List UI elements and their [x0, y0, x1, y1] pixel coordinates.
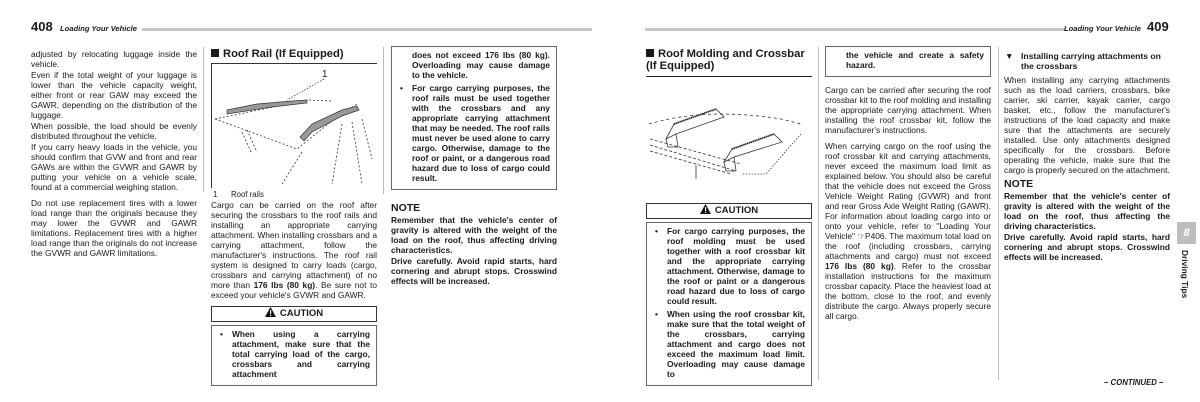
bullet-icon: • — [655, 226, 658, 236]
caution-body-continued — [391, 46, 557, 190]
text: For cargo carrying purposes, the roof molding must be used together with a roof crossbar kit and the appropriate carrying attachment. Otherwise, damage to the roof or paint or a dangerous road hazard due to loss of cargo could result. — [667, 226, 805, 306]
text: Installing carrying attachments on the crossbars — [1021, 51, 1161, 71]
chapter-tab-label: Driving Tips — [1180, 250, 1190, 299]
caution-item — [653, 309, 805, 379]
column-divider — [998, 47, 999, 380]
text: When carrying cargo on the roof using the roof crossbar kit and carrying attachments, never exceed the maximum load limit as explained below. You should also be careful that the vehicle does not exceed the Gross Vehicle Weight Rating (GVWR) and front and rear Gross Axle Weight Rating (GAWR). For information about loading cargo into or onto your vehicle, refer to "Loading Your Vehicle" ☞P406. The maximum total load on the roof (including crossbars, carrying attachments and cargo) must not exceed — [825, 141, 991, 261]
bullet-icon: • — [220, 329, 223, 339]
text: . Be sure not to exceed your vehicle's GVWR and GAWR. — [211, 280, 377, 300]
heading-text: Roof Rail (If Equipped) — [223, 48, 344, 60]
bullet-icon: • — [655, 309, 658, 319]
caution-item: does not exceed 176 lbs (80 kg). Overloading may cause damage to the vehicle. — [412, 50, 550, 80]
note-paragraph: Drive carefully. Avoid rapid starts, hard cornering and abrupt stops. Crosswind effects will be increased. — [1004, 232, 1170, 262]
caption-text: Roof rails — [231, 190, 264, 199]
caution-item — [218, 329, 370, 379]
paragraph — [825, 141, 991, 321]
column-3 — [391, 46, 557, 287]
text: . Refer to the crossbar installation instructions for the maximum crossbar capacity. Place the heaviest load at the bottom, close to the roof, and evenly distribute the cargo. Always properly secure all cargo. — [825, 261, 991, 321]
down-triangle-icon: ▼ — [1005, 51, 1014, 61]
running-header-right: Loading Your Vehicle — [1064, 24, 1141, 33]
load-limit: 176 lbs (80 kg) — [825, 261, 894, 271]
caption-number: 1 — [213, 190, 218, 199]
section-heading-roof-rail — [211, 48, 377, 60]
caution-body — [646, 222, 812, 386]
note-heading: NOTE — [1004, 178, 1034, 190]
warning-triangle-icon — [265, 307, 276, 317]
running-header-left: Loading Your Vehicle — [60, 24, 137, 33]
warning-triangle-icon — [700, 204, 711, 214]
text: When using a carrying attachment, make sure that the total carrying load of the cargo, crossbars and carrying attachment — [232, 329, 370, 379]
chapter-tab[interactable]: 8 — [1177, 222, 1196, 244]
text: When using the roof crossbar kit, make sure that the total weight of the crossbars, carrying attachment and cargo does not exceed the maximum load limit. Overloading may cause damage to — [667, 309, 805, 379]
caution-header — [646, 203, 812, 219]
paragraph: Do not use replacement tires with a lower load range than the originals because they may lower the GVWR and GAWR limitations. Replacement tires with a higher load range than the originals do not increase the GVWR and GAWR limitations. — [31, 198, 197, 258]
column-1 — [31, 49, 197, 259]
paragraph: Even if the total weight of your luggage is lower than the vehicle capacity weight, either front or rear GAW may exceed the GAWR, depending on the distribution of the luggage. — [31, 70, 197, 120]
caution-header — [211, 306, 377, 322]
note-paragraph: Remember that the vehicle's center of gravity is altered with the weight of the load on the roof, thus affecting driving characteristics. — [391, 215, 557, 255]
caution-body — [211, 325, 377, 386]
section-heading-roof-molding — [646, 48, 812, 77]
note-paragraph: Remember that the vehicle's center of gravity is altered with the weight of the load on the roof, thus affecting the driving characteristics. — [1004, 191, 1170, 231]
text: For cargo carrying purposes, the roof rails must be used together with the crossbars and any appropriate carrying attachment that may be needed. The roof rails must never be used alone to carry cargo. Otherwise, damage to the roof or paint, or a dangerous road hazard due to loss of cargo could result. — [412, 83, 550, 183]
figure-caption — [211, 190, 377, 200]
roof-rail-figure — [211, 63, 377, 188]
header-rule-left — [142, 28, 592, 31]
paragraph: Cargo can be carried after securing the roof crossbar kit to the roof molding and installing the appropriate carrying attachment. When installing the roof crossbar kit, follow the manufacturer's instructions. — [825, 85, 991, 135]
page-number-left: 408 — [31, 19, 53, 34]
column-6 — [1004, 51, 1170, 263]
continued-marker: – CONTINUED – — [1104, 378, 1164, 387]
note-paragraph: Drive carefully. Avoid rapid starts, hard cornering and abrupt stops. Crosswind effects will be increased. — [391, 256, 557, 286]
bullet-icon: • — [400, 83, 403, 93]
subsection-heading — [1004, 51, 1170, 71]
note-heading: NOTE — [391, 202, 421, 214]
column-divider — [203, 47, 204, 192]
roof-crossbar-illustration — [646, 79, 812, 199]
caution-item: the vehicle and create a safety hazard. — [846, 50, 984, 70]
note-block — [391, 202, 557, 286]
page-number-right: 409 — [1147, 19, 1169, 34]
roof-rail-illustration — [212, 64, 377, 186]
load-limit: 176 lbs (80 kg) — [253, 280, 316, 290]
paragraph: If you carry heavy loads in the vehicle, you should confirm that GVW and front and rear GAWs are within the GVWR and GAWR by putting your vehicle on a vehicle scale, found at a commercial weighing station. — [31, 142, 197, 192]
note-block — [1004, 178, 1170, 262]
column-divider — [818, 47, 819, 380]
caution-body-continued — [825, 46, 991, 77]
paragraph — [211, 200, 377, 300]
column-2 — [211, 48, 377, 386]
caution-label: CAUTION — [279, 308, 324, 319]
header-rule-right — [645, 28, 1065, 31]
column-divider — [383, 47, 384, 194]
column-4 — [646, 48, 812, 386]
heading-text: Roof Molding and Crossbar (If Equipped) — [646, 48, 805, 72]
figure-callout: 1 — [322, 69, 328, 80]
paragraph: When installing any carrying attachments such as the load carriers, crossbars, bike carrier, ski carrier, kayak carrier, cargo basket, etc., follow the manufacturer's instructions of the load capacity and make sure that the attachments are securely installed. Use only attachments designed specifically for the crossbars. Before operating the vehicle, make sure that the cargo is properly secured on the attachment. — [1004, 75, 1170, 175]
paragraph: adjusted by relocating luggage inside the vehicle. — [31, 49, 197, 69]
caution-label: CAUTION — [714, 205, 759, 216]
caution-item — [398, 83, 550, 183]
black-square-icon — [646, 49, 654, 57]
caution-item — [653, 226, 805, 306]
column-5 — [825, 46, 991, 322]
paragraph: When possible, the load should be evenly distributed throughout the vehicle. — [31, 121, 197, 141]
black-square-icon — [211, 49, 219, 57]
text: Cargo can be carried on the roof after securing the crossbars to the roof rails and installing an appropriate carrying attachment. When installing crossbars and a carrying attachment, follow the manufacturer's instructions. The roof rail system is designed to carry loads (cargo, crossbars and carrying attachment) of no more than — [211, 200, 377, 290]
